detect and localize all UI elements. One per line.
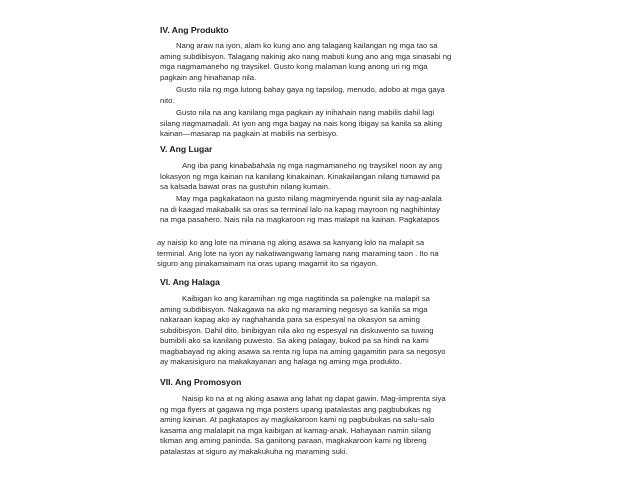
paragraph-lugar-2 <box>160 194 442 226</box>
paragraph-line: aming subdibisyon. Talagang nakinig ako nang mabuti kung ano ang mga sinasabi ng <box>160 51 452 61</box>
paragraph-line: na di kaagad makabalik sa oras sa terminal lalo na kapag mayroon ng naghihintay <box>160 204 440 214</box>
paragraph-line: pagkain ang hinahanap nila. <box>160 72 257 82</box>
section-heading-lugar: V. Ang Lugar <box>160 144 213 154</box>
paragraph-line: patalastas at siguro ay makakukuha ng maraming suki. <box>160 446 348 456</box>
paragraph-lugar-3 <box>157 238 439 270</box>
section-heading-halaga: VI. Ang Halaga <box>160 277 220 287</box>
paragraph-line: Ang iba pang kinababahala ng mga nagmamaneho ng traysikel noon ay ang <box>182 161 442 170</box>
paragraph-lugar-1 <box>160 161 442 193</box>
paragraph-line: Gusto nila na ang kanilang mga pagkain ay inihahain nang mabilis dahil lagi <box>176 108 435 117</box>
paragraph-line: nakaraan kapag ako ay naghahanda para sa espesyal na okasyon sa aming <box>160 315 420 324</box>
paragraph-line: ay naisip ko ang lote na minana ng aking asawa sa kanyang lolo na malapit sa <box>157 238 425 247</box>
paragraph-line: kainan—masarap na pagkain at mabilis na serbisyo. <box>160 129 339 138</box>
paragraph-line: aming kainan. At pagkatapos ay magkakaroon kami ng pagbubukas na salu-salo <box>160 415 435 424</box>
paragraph-line: mga nagmamaneho ng traysikel. Gusto kong malaman kung anong uri ng mga <box>160 62 428 71</box>
paragraph-line: aming subdibisyon. Nakagawa na ako ng maraming negosyo sa kanila sa mga <box>160 304 428 314</box>
paragraph-halaga-1 <box>160 294 446 368</box>
paragraph-line: terminal. Ang lote na iyon ay nakatiwangwang lamang nang maraming taon . Ito na <box>157 248 439 258</box>
paragraph-line: bumibili ako sa kanilang puwesto. Sa aking palagay, bukod pa sa hindi na kami <box>160 336 429 345</box>
paragraph-line: Kaibigan ko ang karamihan ng mga nagtitinda sa palengke na malapit sa <box>182 294 430 303</box>
paragraph-produkto-2 <box>160 85 445 106</box>
paragraph-line: tikman ang aming paninda. Sa ganitong paraan, magkakaroon kami ng libreng <box>160 436 427 445</box>
paragraph-line: ng mga flyers at gagawa ng mga posters upang ipatalastas ang pagbubukas ng <box>160 404 431 414</box>
paragraph-line: lokasyon ng mga kainan na kanilang kinakainan. Kinakailangan nilang tumawid pa <box>160 171 440 181</box>
paragraph-line: sa kalsada bawat oras na gustuhin nilang kumain. <box>160 182 331 191</box>
paragraph-promosyon-1 <box>160 394 446 457</box>
paragraph-line: siguro ang pinakamainam na oras upang magamit ito sa ngayon. <box>157 259 378 268</box>
paragraph-line: magbabayad ng aking asawa sa renta ng lupa na aming gagamitin para sa negosyo <box>160 346 446 356</box>
paragraph-line: Naisip ko na at ng aking asawa ang lahat ng dapat gawin. Mag-iimprenta siya <box>182 394 446 403</box>
paragraph-produkto-3 <box>160 108 442 140</box>
paragraph-line: silang nagmamadali. At iyon ang mga bagay na nais kong ibigay sa kanila sa aking <box>160 118 443 128</box>
paragraph-line: kasama ang malalapit na mga kaibigan at kamag-anak. Hahayaan namin silang <box>160 425 431 435</box>
paragraph-line: Gusto nila ng mga lutong bahay gaya ng tapsilog, menudo, adobo at mga gaya <box>176 85 445 94</box>
paragraph-line: subdibisyon. Dahil dito, binibigyan nila ako ng espesyal na diskuwento sa tuwing <box>160 325 434 335</box>
paragraph-produkto-1 <box>160 41 451 83</box>
paragraph-line: Nang araw na iyon, alam ko kung ano ang talagang kailangan ng mga tao sa <box>176 41 438 50</box>
paragraph-line: na mga pasahero. Nais nila na magkaroon ng mas malapit na kainan. Pagkatapos <box>160 215 440 224</box>
paragraph-line: nito. <box>160 95 175 105</box>
section-heading-promosyon: VII. Ang Promosyon <box>160 377 242 387</box>
paragraph-line: May mga pagkakataon na gusto nilang magmiryenda ngunit sila ay nag-aalala <box>176 194 442 203</box>
paragraph-line: ay makasisiguro na makakayanan ang halaga ng aming mga produkto. <box>160 357 402 366</box>
section-heading-produkto: IV. Ang Produkto <box>160 25 229 35</box>
